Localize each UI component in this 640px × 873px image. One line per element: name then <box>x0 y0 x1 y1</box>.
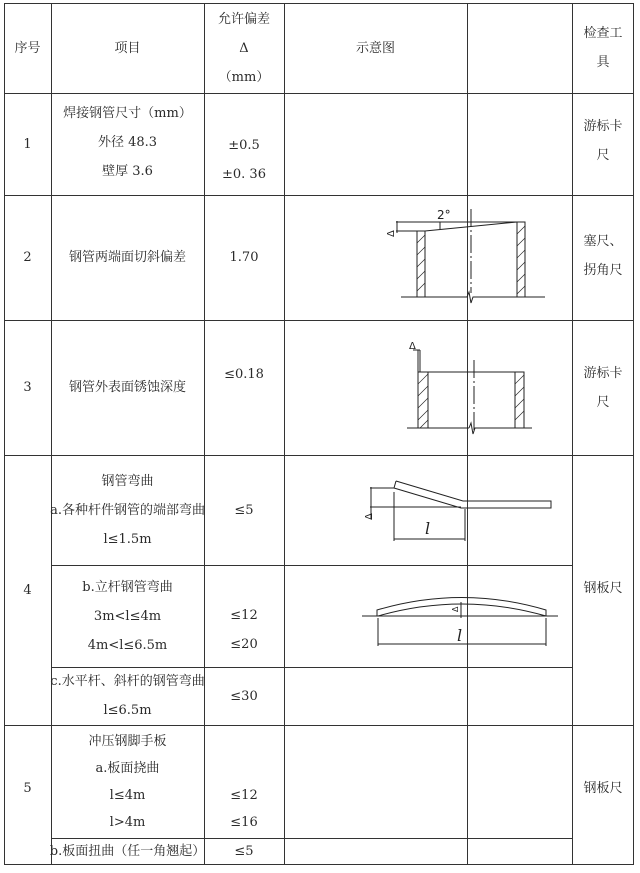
tool-line: 尺 <box>596 148 610 163</box>
delta-label: Δ <box>409 341 416 352</box>
header-diagram-label: 示意图 <box>355 40 395 56</box>
item-line: l≤4m <box>109 787 146 803</box>
row5-tool <box>572 725 634 865</box>
row-number: 4 <box>23 582 32 598</box>
row5-no <box>4 725 51 865</box>
tolerance-value: ≤20 <box>230 637 258 652</box>
header-item <box>51 3 204 93</box>
tolerance-value: ≤5 <box>234 502 254 518</box>
row3-tool <box>572 320 634 455</box>
vertical-tube-bend-diagram <box>340 560 570 670</box>
row-number: 5 <box>23 780 32 796</box>
row5a-item <box>51 725 204 838</box>
length-label: l <box>425 519 431 538</box>
row1-no <box>4 93 51 195</box>
row4-tool <box>572 455 634 725</box>
row-number: 3 <box>23 380 32 395</box>
item-line: c.水平杆、斜杆的钢管弯曲 <box>50 674 205 689</box>
corrosion-depth-diagram <box>340 320 570 455</box>
row5a-tolerance <box>204 725 284 838</box>
delta-label: Δ <box>451 606 460 612</box>
item-line: b.板面扭曲（任一角翘起） <box>49 844 206 859</box>
end-bend-diagram <box>340 455 570 565</box>
tool-line: 拐角尺 <box>583 262 623 278</box>
tool-line: 游标卡 <box>583 119 623 134</box>
tool-line: 钢板尺 <box>583 780 623 796</box>
header-tol-unit: （mm） <box>218 69 270 85</box>
tolerance-value: ≤12 <box>230 608 258 623</box>
item-line: 钢管弯曲 <box>101 473 154 489</box>
row5b-item <box>51 838 204 865</box>
tolerance-value: ≤30 <box>230 688 258 704</box>
header-item-label: 项目 <box>114 40 141 56</box>
row3-no <box>4 320 51 455</box>
row2-no <box>4 195 51 320</box>
header-no-label: 序号 <box>14 40 41 56</box>
item-line: 外径 48.3 <box>97 134 158 150</box>
tolerance-value: ≤5 <box>234 844 254 859</box>
tolerance-value: 1.70 <box>229 250 259 265</box>
header-tol-label: 允许偏差 <box>217 11 270 27</box>
item-line: l≤1.5m <box>103 531 152 547</box>
row1-tolerance <box>204 93 284 195</box>
tool-line: 塞尺、 <box>583 233 623 249</box>
item-line: b.立杆钢管弯曲 <box>82 579 173 595</box>
tool-line: 游标卡 <box>583 365 623 381</box>
item-line: a.板面挠曲 <box>95 760 160 776</box>
item-line: 冲压钢脚手板 <box>88 733 167 749</box>
end-cut-bevel-diagram <box>340 195 570 320</box>
tool-line: 尺 <box>596 394 610 410</box>
delta-label: Δ <box>386 230 397 237</box>
row-number: 1 <box>23 136 32 152</box>
row4b-item <box>51 565 204 667</box>
row4a-tolerance <box>204 455 284 565</box>
row4b-tolerance <box>204 565 284 667</box>
row2-tool <box>572 195 634 320</box>
header-tolerance <box>204 3 284 93</box>
item-line: l>4m <box>109 814 146 830</box>
row-number: 2 <box>23 250 32 265</box>
item-line: 3m<l≤4m <box>93 608 162 624</box>
item-line: 钢管外表面锈蚀深度 <box>68 380 186 395</box>
length-label: l <box>457 626 463 645</box>
row3-item <box>51 320 204 455</box>
tolerance-value: ≤16 <box>230 814 258 830</box>
item-line: 钢管两端面切斜偏差 <box>68 250 186 265</box>
row1-tool <box>572 93 634 195</box>
item-line: a.各种杆件钢管的端部弯曲 <box>50 502 205 518</box>
header-no <box>4 3 51 93</box>
row2-tolerance <box>204 195 284 320</box>
item-line: 焊接钢管尺寸（mm） <box>63 105 192 121</box>
header-diagram <box>284 3 467 93</box>
tolerance-value: ≤0.18 <box>224 367 264 382</box>
item-line: l≤6.5m <box>103 703 152 718</box>
item-line: 壁厚 3.6 <box>102 163 153 179</box>
header-tool <box>572 3 634 93</box>
delta-label: Δ <box>364 513 375 520</box>
col-divider <box>284 3 285 865</box>
tool-line: 钢板尺 <box>583 580 623 596</box>
row4c-tolerance <box>204 667 284 725</box>
row4-no <box>4 455 51 725</box>
row4c-item <box>51 667 204 725</box>
header-tool-label-2: 具 <box>596 55 610 70</box>
row5b-tolerance <box>204 838 284 865</box>
tolerance-value: ±0. 36 <box>222 167 266 182</box>
angle-label: 2° <box>437 208 451 222</box>
tolerance-value: ±0.5 <box>228 138 260 153</box>
row1-item <box>51 93 204 195</box>
row3-tolerance <box>204 320 284 455</box>
item-line: 4m<l≤6.5m <box>87 637 168 653</box>
header-tool-label-1: 检查工 <box>583 26 623 41</box>
row2-item <box>51 195 204 320</box>
header-tol-delta: Δ <box>239 40 249 56</box>
row4a-item <box>51 455 204 565</box>
tolerance-value: ≤12 <box>230 787 258 803</box>
